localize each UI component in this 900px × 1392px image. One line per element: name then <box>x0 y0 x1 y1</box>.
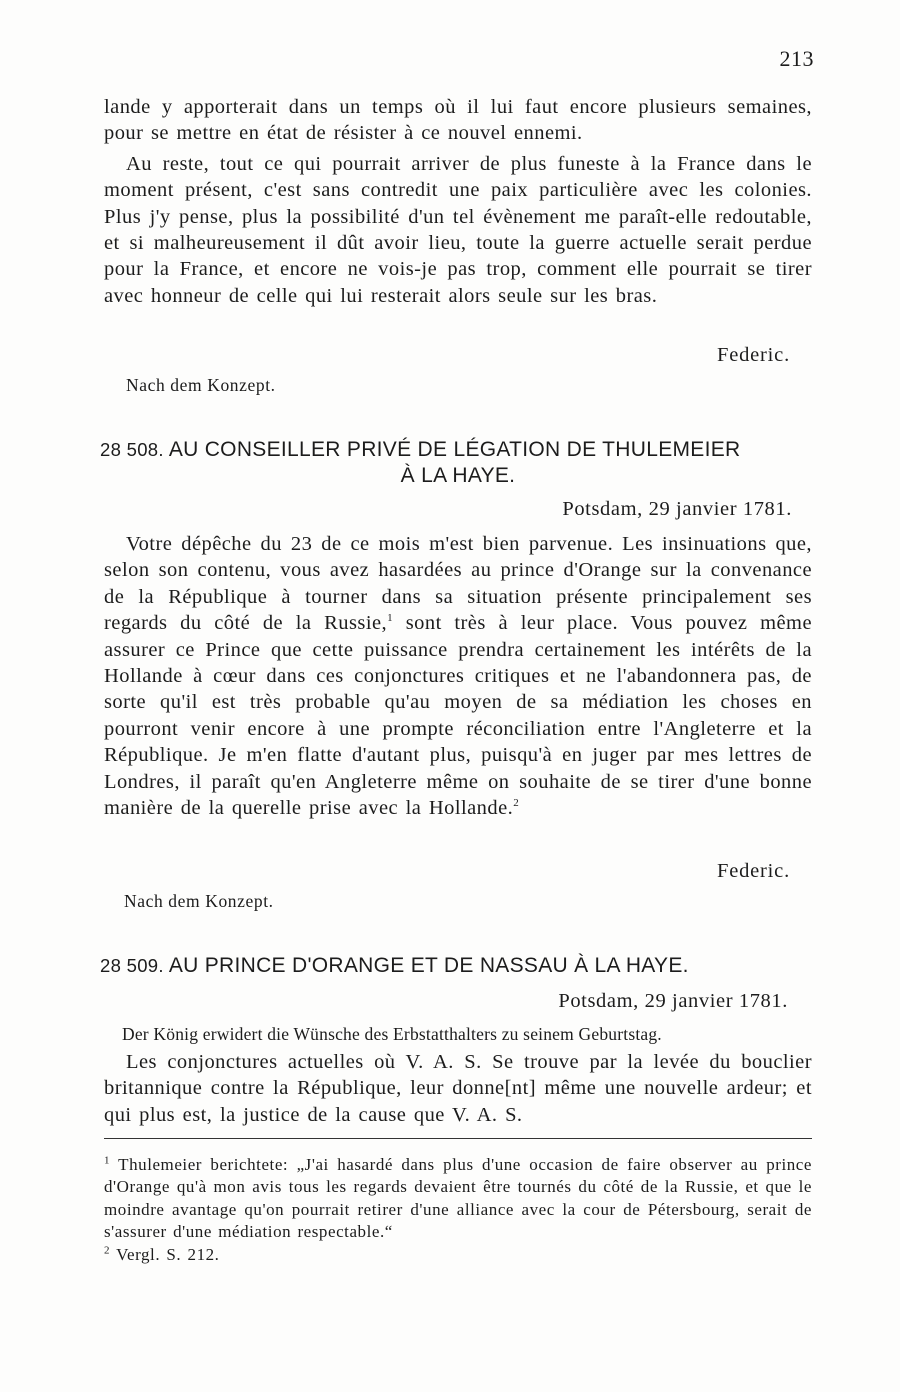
paragraph <box>104 531 812 821</box>
signature: Federic. <box>717 860 790 882</box>
letter-body <box>104 1021 812 1128</box>
footnote <box>104 1154 812 1244</box>
paragraph: Les conjonctures actuelles où V. A. S. Se trouve par la levée du bouclier britannique contre la République, leur donne[nt] même une nouvelle ardeur; et qui plus est, la justice de la cause que V. A. S. <box>104 1051 812 1126</box>
letter-number: 28 509. <box>100 955 164 976</box>
signature: Federic. <box>717 344 790 366</box>
letter-summary: Der König erwidert die Wünsche des Erbstatthalters zu seinem Geburtstag. <box>122 1024 662 1044</box>
heading-line: AU PRINCE D'ORANGE ET DE NASSAU À LA HAYE. <box>168 954 689 977</box>
page-number: 213 <box>779 46 814 71</box>
source-note: Nach dem Konzept. <box>126 375 276 395</box>
footnote-ref: 1 <box>387 612 394 625</box>
body-text: Votre dépêche du 23 de ce mois m'est bien parvenue. Les insinuations que, selon son contenu, vous avez hasardées au prince d'Orange sur la convenance de la République à tourner dans sa situation présente principalement ses regards du côté de la Russie, <box>104 533 812 635</box>
footnotes <box>104 1154 812 1266</box>
footnote-text: Thulemeier berichtete: „J'ai hasardé dans plus d'une occasion de faire observer au prince d'Orange qu'à mon avis tous les regards devaient être tournés du côté de la Russie, et que le moindre avantage qu'on pourrait retirer d'une alliance avec la cour de Pétersbourg, serait de s'assurer d'une médiation respectable.“ <box>104 1155 812 1242</box>
letter-date: Potsdam, 29 janvier 1781. <box>562 498 792 520</box>
heading-line: AU CONSEILLER PRIVÉ DE LÉGATION DE THULEMEIER <box>168 438 741 461</box>
footnote-ref: 2 <box>513 797 520 810</box>
letter-date: Potsdam, 29 janvier 1781. <box>558 990 788 1012</box>
letter-heading <box>100 954 816 978</box>
footnote-divider <box>104 1138 812 1139</box>
letter-heading <box>100 438 816 488</box>
body-text: sont très à leur place. Vous pouvez même assurer ce Prince que cette puissance prendra certainement les intérêts de la Hollande à cœur dans ces conjonctures critiques et ne l'abandonnera pas, de sorte qu'il est très probable qu'au moyen de sa médiation les choses en pourront venir encore à une prompte réconciliation entre l'Angleterre et la République. Je m'en flatte d'autant plus, puisqu'à en juger par mes lettres de Londres, il paraît qu'en Angleterre même on souhaite de se tirer d'une bonne manière de la querelle prise avec la Hollande. <box>104 612 812 820</box>
paragraph: Au reste, tout ce qui pourrait arriver de plus funeste à la France dans le moment présent, c'est sans contredit une paix particulière avec les colonies. Plus j'y pense, plus la possibilité d'un tel évènement me paraît-elle redoutable, et si malheureusement il dût avoir lieu, toute la guerre actuelle serait perdue pour la France, et encore ne vois-je pas trop, comment elle pourrait se tirer avec honneur de celle qui lui resterait alors seule sur les bras. <box>104 152 812 307</box>
letter-body <box>104 531 812 821</box>
footnote-marker: 2 <box>104 1243 111 1256</box>
paragraph: lande y apporterait dans un temps où il lui faut encore plusieurs semaines, pour se mettre en état de résister à ce nouvel ennemi. <box>104 96 812 145</box>
footnote-marker: 1 <box>104 1154 111 1167</box>
heading-line: À LA HAYE. <box>400 464 516 487</box>
letter-number: 28 508. <box>100 439 164 460</box>
source-note: Nach dem Konzept. <box>124 891 274 911</box>
footnote <box>104 1244 812 1266</box>
continuation-text <box>104 94 812 309</box>
footnote-text: Vergl. S. 212. <box>116 1244 220 1264</box>
